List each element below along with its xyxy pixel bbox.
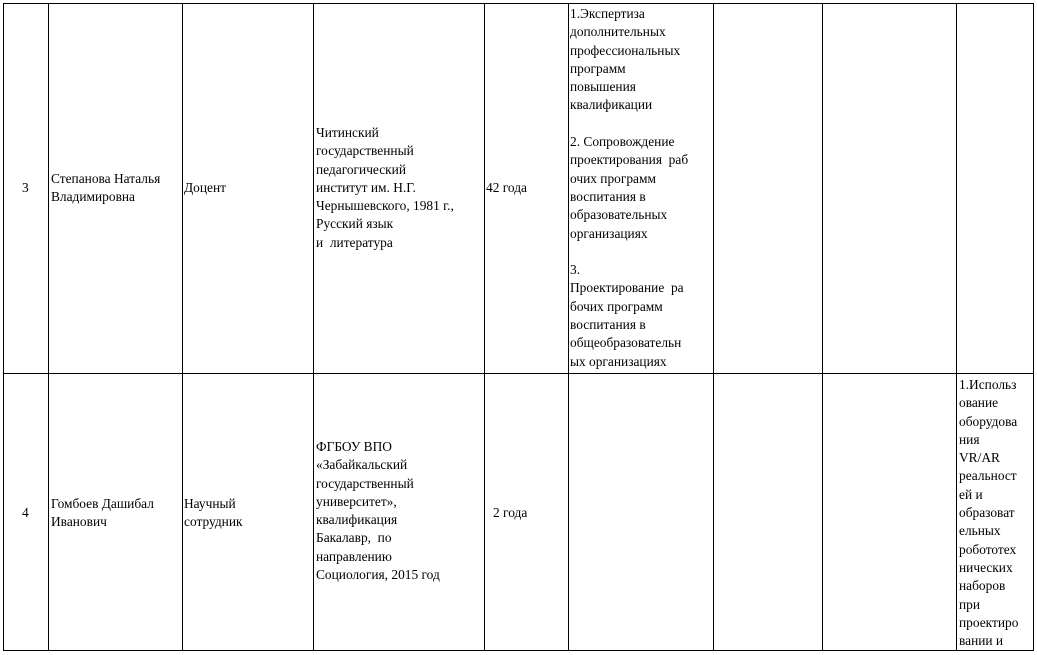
employee-position: Доцент [184, 180, 226, 195]
table-border [822, 3, 823, 651]
employee-education: Читинский государственный педагогический институт им. Н.Г. Чернышевского, 1981 г., Русский язык и литература [316, 125, 454, 250]
table-border [713, 3, 714, 651]
employee-name: Степанова Наталья Владимировна [51, 171, 161, 205]
row-number: 3 [22, 180, 29, 195]
table-border [182, 3, 183, 651]
table-border [313, 3, 314, 651]
table-border [3, 650, 1034, 651]
employee-name: Гомбоев Дашибал Иванович [51, 496, 154, 530]
table-cell-programs: 1.Использ ование оборудова ния VR/AR реальност ей и образоват ельных робототех нических наборов при проектиро вании и [959, 377, 1019, 649]
row-number: 4 [22, 505, 29, 520]
employee-experience: 42 года [486, 180, 527, 195]
table-border [3, 3, 4, 651]
employee-programs: 1.Экспертиза дополнительных профессиональных программ повышения квалификации 2. Сопровождение проектирования раб очих программ воспитания в образовательных организациях 3. Проектирование ра бочих программ воспитания в общеобразовательн ых организациях [570, 6, 689, 369]
table-border [48, 3, 49, 651]
employee-position: Научный сотрудник [184, 496, 243, 530]
table-border [3, 3, 1034, 4]
table-border [1033, 3, 1034, 651]
table-border [3, 373, 1034, 374]
employee-education: ФГБОУ ВПО «Забайкальский государственный университет», квалификация Бакалавр, по направлению Социология, 2015 год [316, 439, 440, 583]
table-border [568, 3, 569, 651]
table-border [956, 3, 957, 651]
employee-experience: 2 года [493, 505, 528, 520]
